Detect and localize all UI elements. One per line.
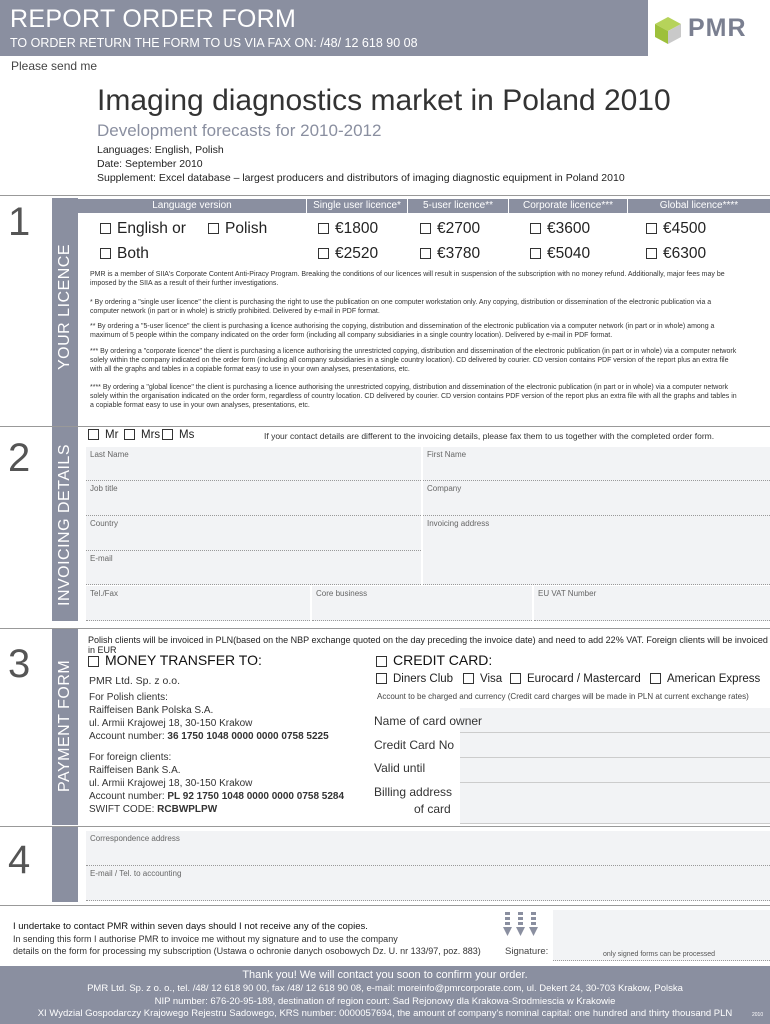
- licence-note: * By ordering a "single user licence" the client is purchasing the right to use the publication on one computer workstation only. Any copying, distribution or dissemination of the electronic publication via a computer network (in part or in whole) is strictly prohibited. Delivered by e-mail in PDF format.: [90, 299, 712, 315]
- pl-account: Account number: 36 1750 1048 0000 0000 0758 5225: [89, 731, 329, 742]
- billing-address-field[interactable]: [460, 783, 770, 824]
- card-owner-label: Name of card owner: [374, 714, 483, 728]
- section-label: INVOICING DETAILS: [56, 443, 73, 606]
- please-send: Please send me: [11, 59, 98, 73]
- section-number: 4: [8, 838, 31, 882]
- price-corporate-2[interactable]: €5040: [530, 245, 590, 263]
- card-owner-field[interactable]: [460, 708, 770, 733]
- credit-card-option[interactable]: CREDIT CARD:: [376, 652, 492, 668]
- report-subtitle: Development forecasts for 2010-2012: [97, 121, 382, 140]
- checkbox[interactable]: [510, 673, 521, 684]
- valid-until-field[interactable]: [460, 758, 770, 783]
- cube-logo-icon: [653, 15, 683, 45]
- col-global: Global licence****: [628, 199, 770, 213]
- email-accounting-field[interactable]: E-mail / Tel. to accounting: [86, 866, 770, 901]
- licence-note: **** By ordering a "global licence" the client is purchasing a licence authorising the unrestricted copying, distribution and dissemination of the electronic publication (in part or in whole) via a computer network solely within the organisation indicated on the order form, regardless of country location. CD delivered by courier. CD version contains PDF version of the report plus an extra file with all the graphs and tables in a copiable format easy to use in your own analyses, presentations, etc.: [90, 384, 737, 409]
- job-title-field[interactable]: Job title: [86, 481, 421, 516]
- card-note: Account to be charged and currency (Credit card charges will be made in PLN at current exchange rates): [377, 692, 749, 701]
- licence-note: *** By ordering a "corporate licence" the client is purchasing a licence authorising the unrestricted copying, distribution and dissemination of the electronic publication (in part or in whole) via a computer network solely within the company indicated on the order form (including all company subsidiaries in a single country location). CD delivered by courier. CD version contains PDF version of the report plus an extra file with all the graphs and tables in a copiable format easy to use in your own analyses, presentations, etc.: [90, 348, 737, 373]
- footer-address: PMR Ltd. Sp. z o. o., tel. /48/ 12 618 90 00, fax /48/ 12 618 90 08, e-mail: moreinfo@pmrcorporate.com, ul. Dekert 24, 30-703 Krakow, Polska: [87, 983, 683, 994]
- title-mr[interactable]: Mr: [88, 429, 118, 441]
- pl-bank: Raiffeisen Bank Polska S.A.: [89, 705, 214, 716]
- card-amex[interactable]: American Express: [650, 673, 760, 685]
- licence-note: ** By ordering a "5-user licence" the client is purchasing a licence authorising the copying, distribution and dissemination of the electronic publication via a computer network (in part or in whole) among a maximum of 5 people within the company indicated on the order form (including all company subsidiaries in a single country location). Delivered by e-mail in PDF format.: [90, 323, 715, 339]
- company-name: PMR Ltd. Sp. z o.o.: [89, 675, 181, 687]
- report-supplement: Supplement: Excel database – largest producers and distributors of imaging diagnostic equipment in Poland 2010: [97, 172, 625, 184]
- pl-address: ul. Armii Krajowej 18, 30-150 Krakow: [89, 718, 253, 729]
- checkbox[interactable]: [88, 429, 99, 440]
- form-title: REPORT ORDER FORM: [10, 5, 297, 33]
- country-field[interactable]: Country: [86, 516, 421, 551]
- report-languages: Languages: English, Polish: [97, 144, 224, 156]
- valid-until-label: Valid until: [374, 761, 426, 775]
- checkbox[interactable]: [646, 223, 657, 234]
- tel-fax-field[interactable]: Tel./Fax: [86, 586, 310, 621]
- checkbox[interactable]: [420, 223, 431, 234]
- footer-nip: NIP number: 676-20-95-189, destination of region court: Sad Rejonowy dla Krakowa-Srodmiescia w Krakowie: [154, 996, 616, 1007]
- checkbox[interactable]: [124, 429, 135, 440]
- price-5user-1[interactable]: €2700: [420, 220, 480, 238]
- divider: [0, 195, 770, 196]
- checkbox[interactable]: [162, 429, 173, 440]
- undertake-line: I undertake to contact PMR within seven days should I not receive any of the copies.: [13, 921, 368, 932]
- option-both[interactable]: Both: [100, 245, 149, 263]
- checkbox[interactable]: [100, 223, 111, 234]
- report-title: Imaging diagnostics market in Poland 2010: [97, 84, 671, 117]
- col-single: Single user licence*: [307, 199, 407, 213]
- email-field[interactable]: E-mail: [86, 551, 421, 585]
- price-global-2[interactable]: €6300: [646, 245, 706, 263]
- fax-instruction: TO ORDER RETURN THE FORM TO US VIA FAX ON: /48/ 12 618 90 08: [10, 36, 418, 50]
- undertake-line: details on the form for processing my subscription (Ustawa o ochronie danych osobowych Dz. U. nr 133/97, poz. 883): [13, 946, 481, 956]
- checkbox[interactable]: [646, 248, 657, 259]
- undertake-line: In sending this form I authorise PMR to invoice me without my signature and to use the company: [13, 934, 398, 944]
- signature-label: Signature:: [505, 946, 549, 957]
- arrows-down-icon: [503, 910, 539, 944]
- section-band: [52, 827, 78, 902]
- section-number: 3: [8, 642, 31, 686]
- f-address: ul. Armii Krajowej 18, 30-150 Krakow: [89, 778, 253, 789]
- divider: [0, 905, 770, 906]
- divider: [0, 826, 770, 827]
- company-field[interactable]: Company: [423, 481, 770, 516]
- f-account: Account number: PL 92 1750 1048 0000 0000 0758 5284: [89, 791, 345, 802]
- footer-krs: XI Wydzial Gospodarczy Krajowego Rejestru Sadowego, KRS number: 0000057694, the amount of company's nominal capital: one hundred and thirty thousand PLN: [37, 1008, 733, 1019]
- col-language: Language version: [78, 199, 306, 213]
- card-number-label: Credit Card No: [374, 738, 455, 752]
- checkbox[interactable]: [463, 673, 474, 684]
- first-name-field[interactable]: First Name: [423, 447, 770, 481]
- section-number: 1: [8, 200, 31, 244]
- price-corporate-1[interactable]: €3600: [530, 220, 590, 238]
- price-5user-2[interactable]: €3780: [420, 245, 480, 263]
- last-name-field[interactable]: Last Name: [86, 447, 421, 481]
- form-code: 2010: [752, 1012, 764, 1018]
- checkbox[interactable]: [376, 656, 387, 667]
- signed-note: only signed forms can be processed: [603, 951, 716, 958]
- price-global-1[interactable]: €4500: [646, 220, 706, 238]
- checkbox[interactable]: [100, 248, 111, 259]
- logo-text: PMR: [688, 14, 747, 42]
- card-visa[interactable]: Visa: [463, 673, 502, 685]
- core-business-field[interactable]: Core business: [312, 586, 532, 621]
- title-ms[interactable]: Ms: [162, 429, 194, 441]
- correspondence-field[interactable]: Correspondence address: [86, 831, 770, 866]
- checkbox[interactable]: [318, 223, 329, 234]
- price-single-2[interactable]: €2520: [318, 245, 378, 263]
- divider: [0, 628, 770, 629]
- checkbox[interactable]: [376, 673, 387, 684]
- option-english[interactable]: English or: [100, 220, 186, 238]
- invoice-note: If your contact details are different to the invoicing details, please fax them to us together with the completed order form.: [264, 431, 715, 441]
- card-diners[interactable]: Diners Club: [376, 673, 453, 685]
- option-polish[interactable]: Polish: [208, 220, 267, 238]
- checkbox[interactable]: [318, 248, 329, 259]
- money-transfer-option[interactable]: MONEY TRANSFER TO:: [88, 652, 262, 668]
- checkbox[interactable]: [530, 223, 541, 234]
- eu-vat-field[interactable]: EU VAT Number: [534, 586, 770, 621]
- checkbox[interactable]: [650, 673, 661, 684]
- card-mastercard[interactable]: Eurocard / Mastercard: [510, 673, 641, 685]
- section-number: 2: [8, 436, 31, 480]
- checkbox[interactable]: [420, 248, 431, 259]
- checkbox[interactable]: [208, 223, 219, 234]
- billing-address-label-2: of card: [414, 802, 451, 816]
- report-date: Date: September 2010: [97, 158, 203, 170]
- checkbox[interactable]: [530, 248, 541, 259]
- divider: [0, 426, 770, 427]
- price-single-1[interactable]: €1800: [318, 220, 378, 238]
- checkbox[interactable]: [88, 656, 99, 667]
- card-number-field[interactable]: [460, 733, 770, 758]
- f-bank: Raiffeisen Bank S.A.: [89, 765, 181, 776]
- swift: SWIFT CODE: RCBWPLPW: [89, 804, 218, 815]
- payment-note: Polish clients will be invoiced in PLN(based on the NBP exchange quoted on the day preceding the invoice date) and need to add 22% VAT. Foreign clients will be invoiced in EUR: [88, 635, 768, 655]
- foreign-clients: For foreign clients:: [89, 752, 172, 763]
- col-corporate: Corporate licence***: [509, 199, 627, 213]
- billing-address-label: Billing address: [374, 785, 453, 799]
- col-5user: 5-user licence**: [408, 199, 508, 213]
- section-label: YOUR LICENCE: [56, 243, 73, 370]
- section-label: PAYMENT FORM: [56, 659, 73, 792]
- footer-thanks: Thank you! We will contact you soon to confirm your order.: [242, 969, 528, 981]
- licence-note: PMR is a member of SIIA's Corporate Content Anti-Piracy Program. Breaking the conditions of our licences will result in suspension of the subscription with no money refund. Additionally, major fees may be imposed by the SIIA as a result of their further investigations.: [90, 271, 725, 287]
- invoicing-address-field[interactable]: Invoicing address: [423, 516, 770, 585]
- title-mrs[interactable]: Mrs: [124, 429, 160, 441]
- polish-clients: For Polish clients:: [89, 692, 168, 703]
